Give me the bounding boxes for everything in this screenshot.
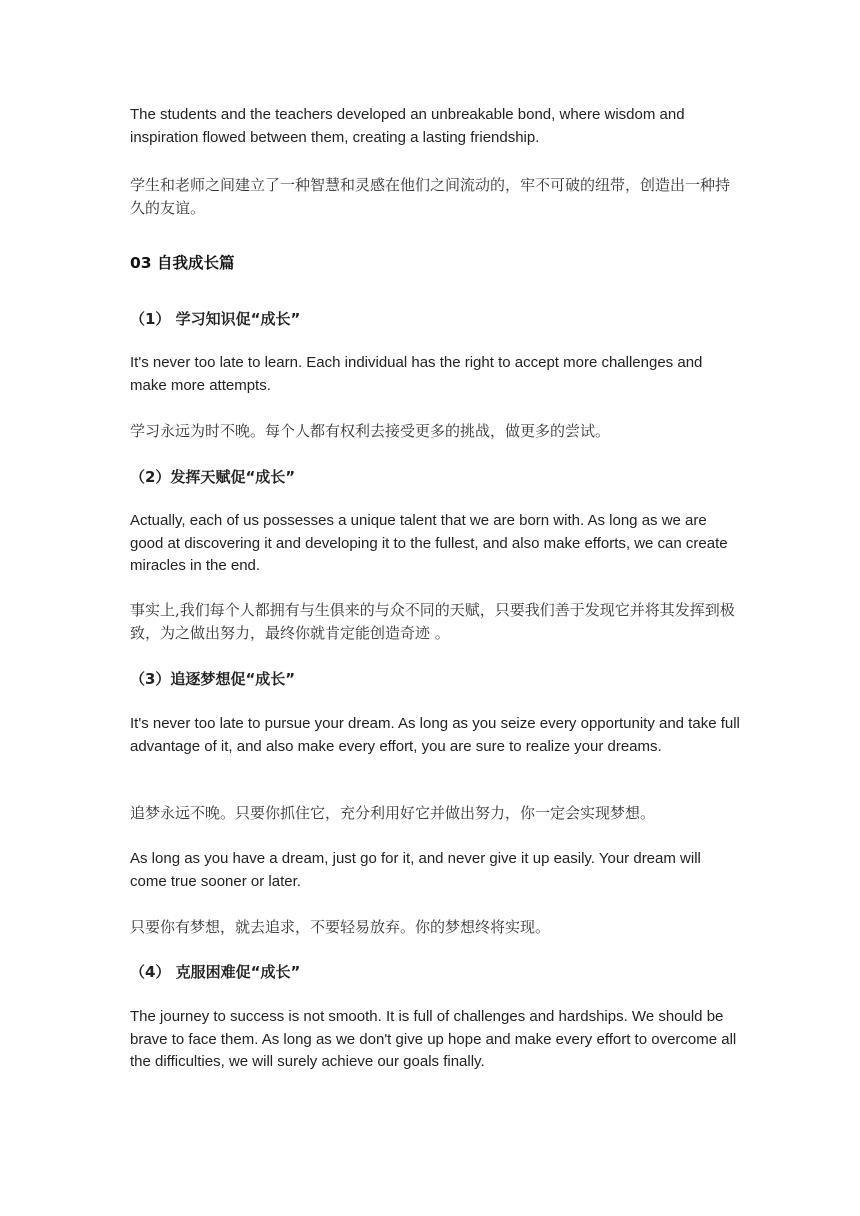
section-title: 03 自我成长篇	[130, 254, 235, 272]
item-3-chinese-paragraph-2: 只要你有梦想，就去追求，不要轻易放弃。你的梦想终将实现。	[130, 918, 551, 936]
item-2-english-paragraph: Actually, each of us possesses a unique talent that we are born with. As long as we are good at discovering it and developing it to the fullest, and also make efforts, we can create miracles in the end.	[130, 512, 728, 574]
item-2-chinese-paragraph: 事实上,我们每个人都拥有与生俱来的与众不同的天赋，只要我们善于发现它并将其发挥到极致，为之做出努力，最终你就肯定能创造奇迹 。	[130, 601, 735, 642]
item-heading-4: （4） 克服困难促“成长”	[130, 963, 301, 981]
item-3-english-paragraph-1: It's never too late to pursue your dream. As long as you seize every opportunity and take full advantage of it, and also make every effort, you are sure to realize your dreams.	[130, 715, 740, 755]
intro-chinese-paragraph: 学生和老师之间建立了一种智慧和灵感在他们之间流动的，牢不可破的纽带，创造出一种持久的友谊。	[130, 176, 731, 217]
item-1-chinese-paragraph: 学习永远为时不晚。每个人都有权利去接受更多的挑战，做更多的尝试。	[130, 422, 611, 440]
item-1-english-paragraph: It's never too late to learn. Each individual has the right to accept more challenges and make more attempts.	[130, 354, 703, 394]
item-3-english-paragraph-2: As long as you have a dream, just go for it, and never give it up easily. Your dream will come true sooner or later.	[130, 850, 701, 890]
item-4-english-paragraph: The journey to success is not smooth. It is full of challenges and hardships. We should be brave to face them. As long as we don't give up hope and make every effort to overcome all the difficulties, we will surely achieve our goals finally.	[130, 1008, 737, 1070]
intro-english-paragraph: The students and the teachers developed an unbreakable bond, where wisdom and inspiration flowed between them, creating a lasting friendship.	[130, 106, 685, 146]
item-heading-2: （2）发挥天赋促“成长”	[130, 468, 296, 486]
item-heading-1: （1） 学习知识促“成长”	[130, 310, 301, 328]
item-heading-3: （3）追逐梦想促“成长”	[130, 670, 296, 688]
item-3-chinese-paragraph-1: 追梦永远不晚。只要你抓住它，充分利用好它并做出努力，你一定会实现梦想。	[130, 804, 656, 822]
